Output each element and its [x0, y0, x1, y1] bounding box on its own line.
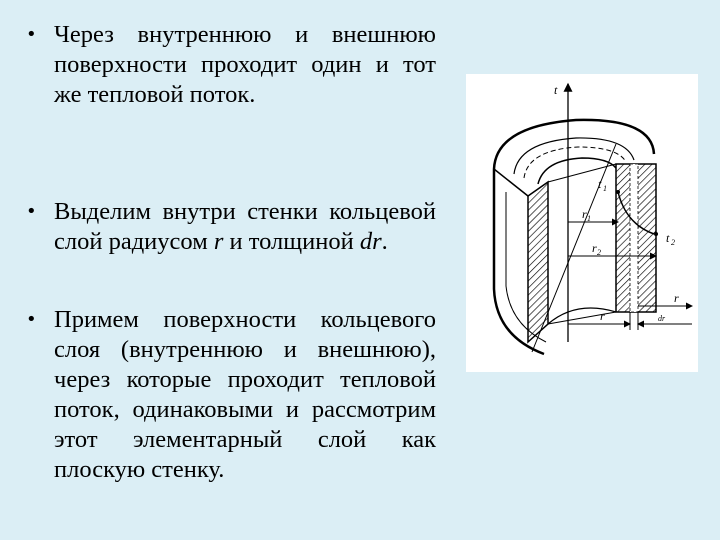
label-r2-sub: 2	[597, 248, 601, 257]
label-t2: t	[666, 231, 670, 245]
left-wall-section	[528, 182, 548, 342]
label-r2: r	[592, 241, 597, 255]
bullet-dot-icon: •	[26, 309, 37, 330]
bullet-dot-icon: •	[26, 24, 37, 45]
bullet-list	[22, 20, 436, 483]
label-t: t	[554, 83, 558, 97]
bullet-text-1: Через внутреннюю и внешнюю поверхности проходит один и тот же тепловой поток.	[54, 21, 436, 108]
bullet-text-2a: Выделим внутри стенки кольцевой слой радиусом	[54, 198, 436, 255]
bullet-text-3: Примем поверхности кольцевого слоя (внутреннюю и внешнюю), через которые проходит тепловой поток, одинаковыми и рассмотрим этот элементарный слой как плоскую стенку.	[54, 306, 436, 483]
cylinder-diagram	[466, 74, 698, 372]
variable-r: r	[213, 228, 224, 255]
label-t2-sub: 2	[671, 238, 675, 247]
label-dr: dr	[658, 314, 666, 323]
layer-dashed-arc	[524, 147, 626, 178]
label-r1: r	[582, 207, 587, 221]
label-r-axis: r	[674, 291, 679, 305]
bullet-item-3	[22, 305, 436, 485]
label-t1-sub: 1	[603, 184, 607, 193]
label-r1-sub: 1	[587, 214, 591, 223]
label-r: r	[600, 309, 605, 323]
bullet-dot-icon: •	[26, 201, 37, 222]
bullet-text-2b: и толщиной	[223, 228, 360, 255]
bullet-item-2	[22, 197, 436, 257]
bullet-item-1	[22, 20, 436, 110]
bullet-text-2c: .	[381, 228, 388, 255]
cylinder-wall-figure	[466, 74, 698, 372]
variable-dr: dr	[359, 228, 382, 255]
label-t1: t	[598, 177, 602, 191]
bore-arc	[538, 158, 616, 184]
